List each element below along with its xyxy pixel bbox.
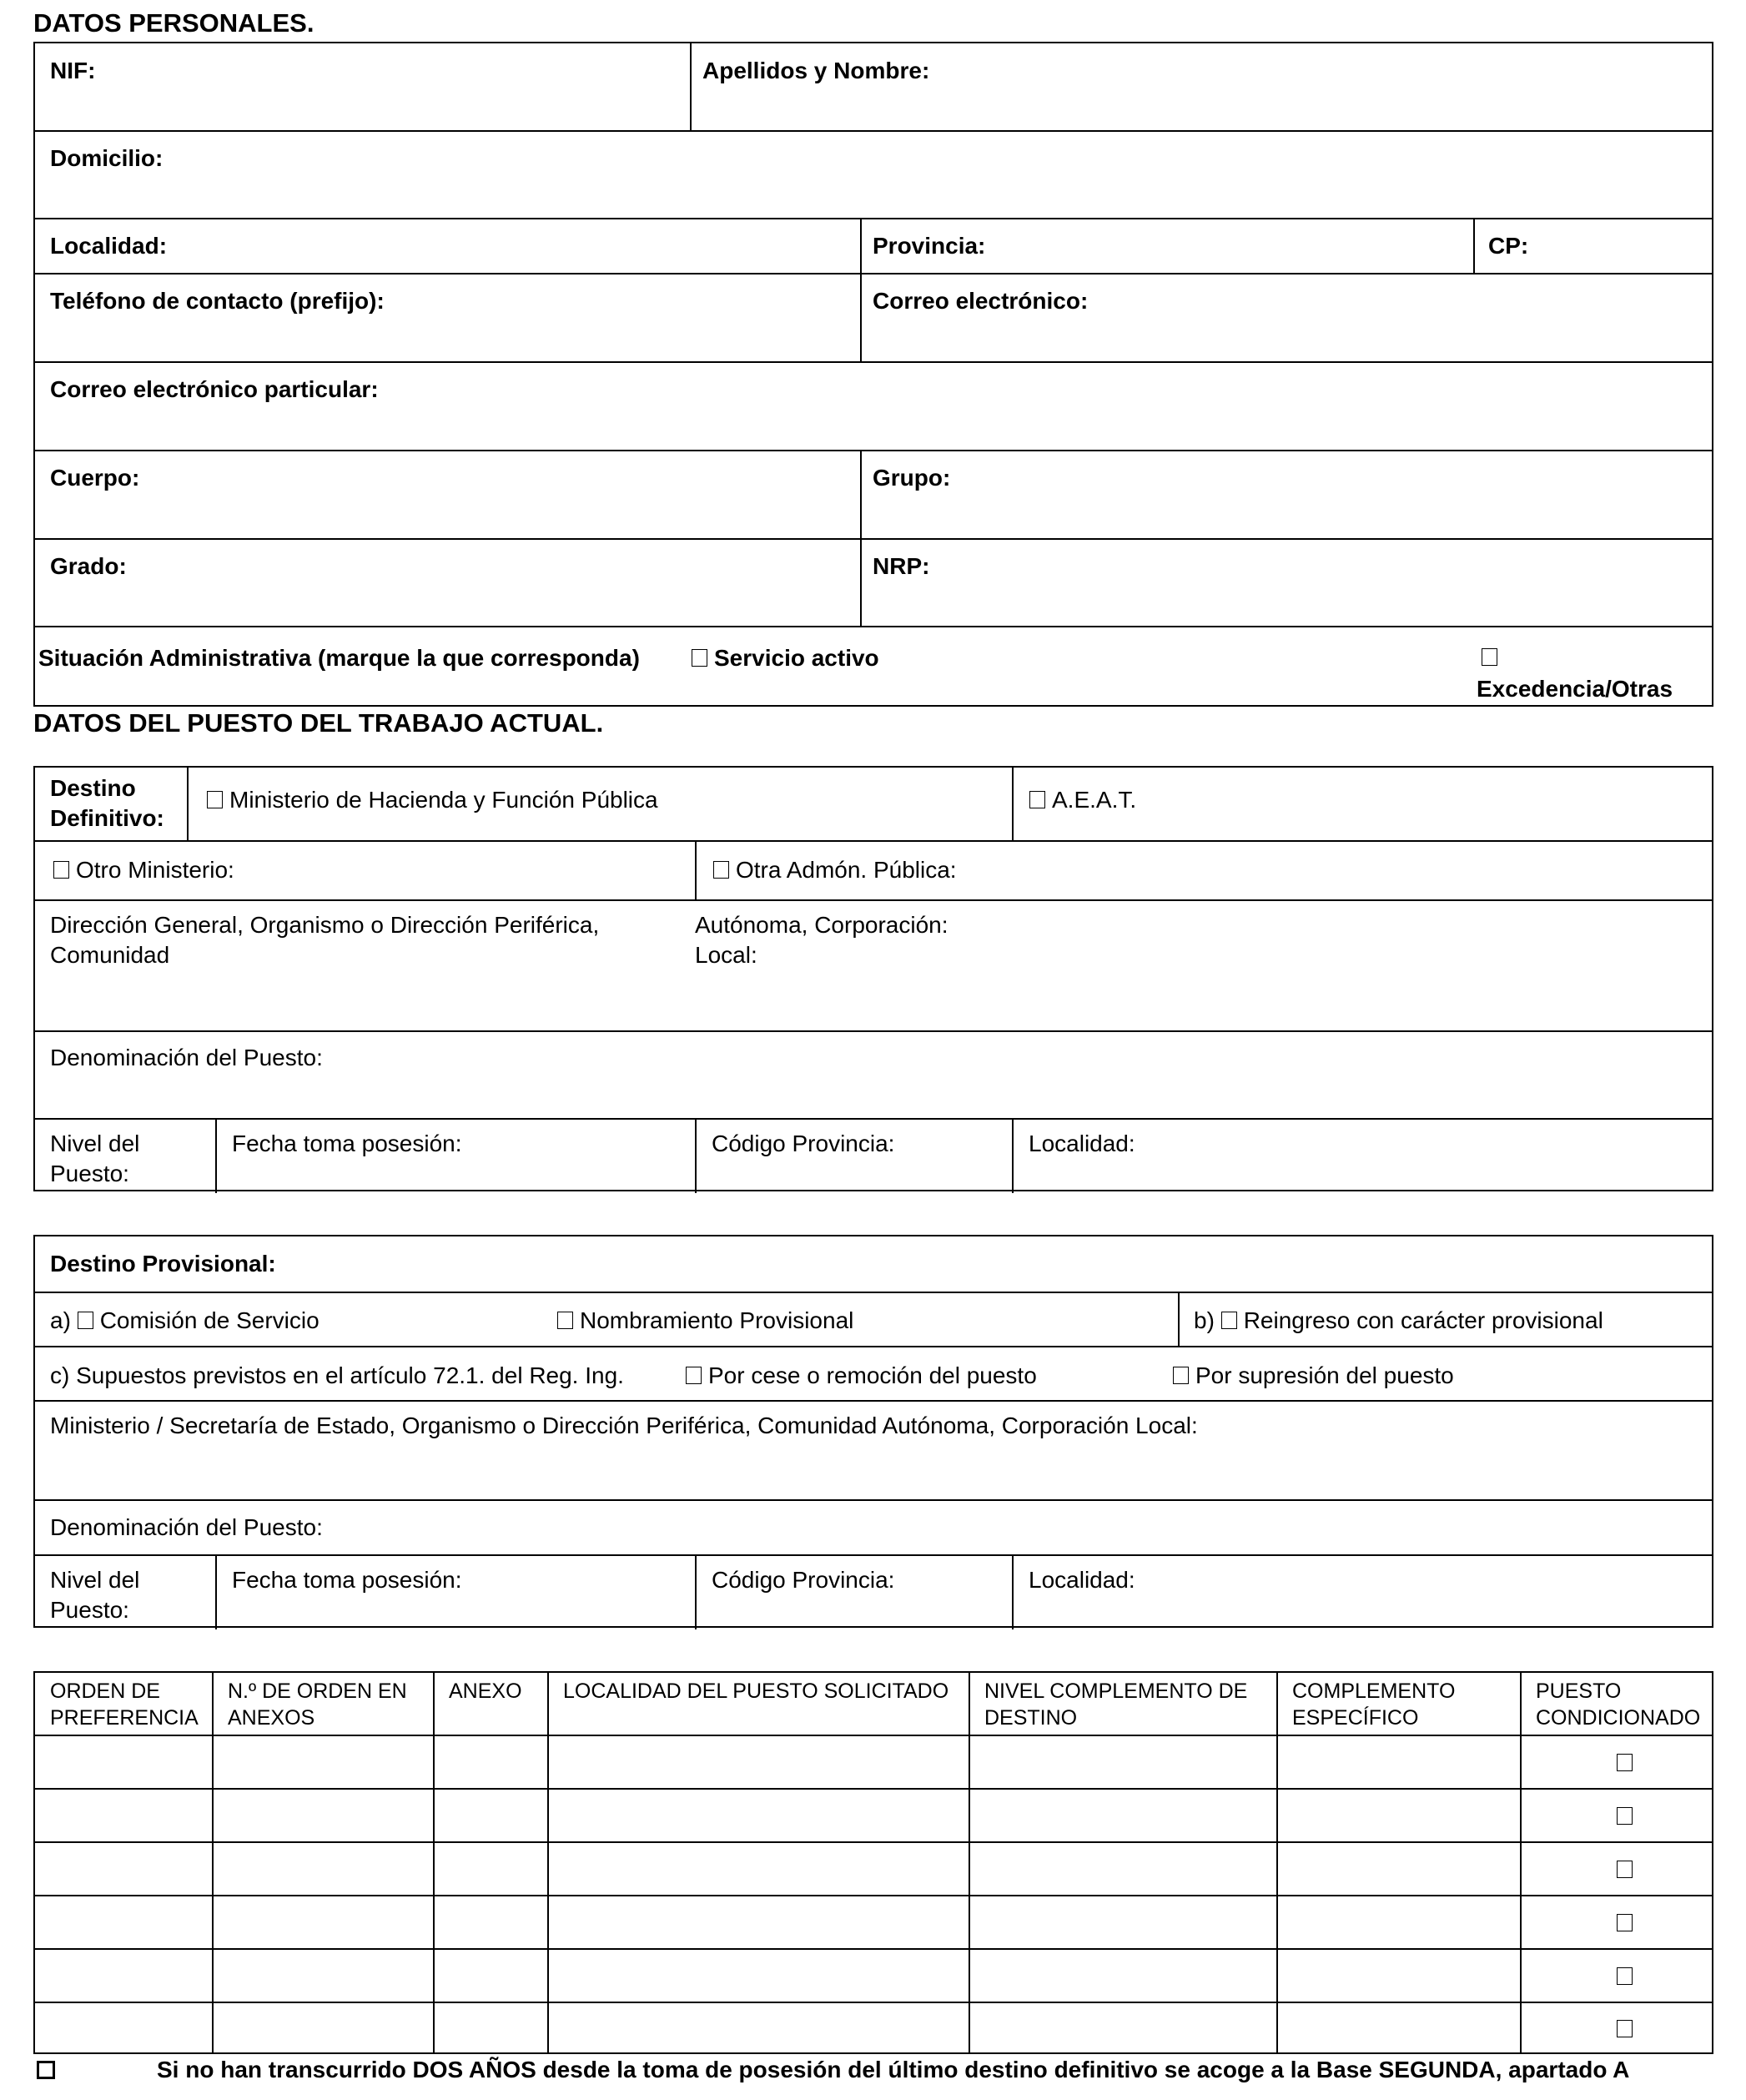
autonoma-label-1: Autónoma, Corporación:	[695, 912, 948, 938]
nrp-label: NRP:	[873, 553, 930, 579]
aeat-checkbox[interactable]	[1029, 791, 1045, 808]
personal-data-table	[33, 42, 1713, 707]
section-title-personal: DATOS PERSONALES.	[33, 8, 314, 38]
header-orden-preferencia: ORDEN DE PREFERENCIA	[50, 1679, 199, 1730]
localidad-label: Localidad:	[50, 233, 168, 259]
excedencia-label: Excedencia/Otras	[1477, 676, 1673, 702]
comision-servicio-checkbox[interactable]	[78, 1312, 93, 1329]
excedencia-checkbox[interactable]	[1482, 648, 1497, 666]
telefono-label: Teléfono de contacto (prefijo):	[50, 288, 385, 314]
cp-label: CP:	[1488, 233, 1529, 259]
nivel-provisional-label-2: Puesto:	[50, 1597, 129, 1623]
nivel-provisional-label-1: Nivel del	[50, 1567, 140, 1593]
header-nivel-complemento: NIVEL COMPLEMENTO DE DESTINO	[984, 1679, 1248, 1730]
codigo-provincia-provisional-label: Código Provincia:	[712, 1567, 895, 1593]
servicio-activo-option[interactable]: Servicio activo	[692, 642, 879, 673]
cuerpo-label: Cuerpo:	[50, 465, 140, 491]
denominacion-provisional-label: Denominación del Puesto:	[50, 1514, 323, 1540]
condicionado-checkbox-row-4[interactable]	[1617, 1914, 1633, 1931]
apellidos-nombre-label: Apellidos y Nombre:	[702, 58, 930, 83]
cese-remocion-checkbox[interactable]	[686, 1367, 702, 1384]
ministerio-hacienda-option[interactable]: Ministerio de Hacienda y Función Pública	[207, 784, 658, 815]
localidad-puesto-label: Localidad:	[1029, 1131, 1135, 1156]
reingreso-provisional-checkbox[interactable]	[1221, 1312, 1237, 1329]
supresion-puesto-checkbox[interactable]	[1173, 1367, 1189, 1384]
base-segunda-text: Si no han transcurrido DOS AÑOS desde la toma de posesión del último destino definitivo se acoge a la Base SEGUNDA, apartado A	[157, 2057, 1630, 2082]
grado-label: Grado:	[50, 553, 127, 579]
destino-provisional-table	[33, 1235, 1713, 1628]
condicionado-checkbox-row-3[interactable]	[1617, 1861, 1633, 1878]
cese-remocion-option[interactable]: Por cese o remoción del puesto	[686, 1360, 1037, 1391]
supresion-puesto-option[interactable]: Por supresión del puesto	[1173, 1360, 1454, 1391]
header-complemento-especifico: COMPLEMENTO ESPECÍFICO	[1292, 1679, 1456, 1730]
header-anexo: ANEXO	[449, 1679, 522, 1703]
header-numero-orden: N.º DE ORDEN EN ANEXOS	[228, 1679, 407, 1730]
otro-ministerio-option[interactable]: Otro Ministerio:	[53, 854, 234, 885]
direccion-label-2: Comunidad	[50, 942, 170, 968]
condicionado-checkbox-row-2[interactable]	[1617, 1807, 1633, 1825]
correo-particular-label: Correo electrónico particular:	[50, 376, 379, 402]
nivel-puesto-label-2: Puesto:	[50, 1161, 129, 1186]
destino-definitivo-label-1: Destino	[50, 775, 136, 801]
fecha-provisional-label: Fecha toma posesión:	[232, 1567, 462, 1593]
provincia-label: Provincia:	[873, 233, 986, 259]
localidad-provisional-label: Localidad:	[1029, 1567, 1135, 1593]
nif-label: NIF:	[50, 58, 96, 83]
direccion-label-1: Dirección General, Organismo o Dirección Periférica,	[50, 912, 600, 938]
nombramiento-provisional-checkbox[interactable]	[557, 1312, 573, 1329]
correo-label: Correo electrónico:	[873, 288, 1089, 314]
puesto-actual-table	[33, 766, 1713, 1191]
reingreso-provisional-option[interactable]: b) Reingreso con carácter provisional	[1194, 1307, 1603, 1333]
comision-servicio-option[interactable]: a) Comisión de Servicio	[50, 1307, 320, 1333]
otra-admon-checkbox[interactable]	[713, 861, 729, 879]
nombramiento-provisional-option[interactable]: Nombramiento Provisional	[557, 1305, 853, 1336]
ministerio-hacienda-checkbox[interactable]	[207, 791, 223, 808]
destino-provisional-title: Destino Provisional:	[50, 1251, 276, 1277]
domicilio-label: Domicilio:	[50, 145, 164, 171]
nivel-puesto-label-1: Nivel del	[50, 1131, 140, 1156]
condicionado-checkbox-row-5[interactable]	[1617, 1967, 1633, 1985]
denominacion-puesto-label: Denominación del Puesto:	[50, 1045, 323, 1070]
puestos-solicitados-table	[33, 1671, 1713, 2054]
header-localidad-puesto: LOCALIDAD DEL PUESTO SOLICITADO	[563, 1679, 949, 1703]
destino-definitivo-label-2: Definitivo:	[50, 805, 164, 831]
supuestos-label: c) Supuestos previstos en el artículo 72.1. del Reg. Ing.	[50, 1362, 624, 1388]
section-title-puesto-actual: DATOS DEL PUESTO DEL TRABAJO ACTUAL.	[33, 708, 604, 738]
ministerio-organismo-label: Ministerio / Secretaría de Estado, Organismo o Dirección Periférica, Comunidad Autónoma, Corporación Local:	[50, 1413, 1198, 1438]
condicionado-checkbox-row-6[interactable]	[1617, 2020, 1633, 2037]
aeat-option[interactable]: A.E.A.T.	[1029, 784, 1136, 815]
base-segunda-checkbox[interactable]	[37, 2061, 55, 2079]
condicionado-checkbox-row-1[interactable]	[1617, 1754, 1633, 1771]
autonoma-label-2: Local:	[695, 942, 757, 968]
codigo-provincia-label: Código Provincia:	[712, 1131, 895, 1156]
grupo-label: Grupo:	[873, 465, 951, 491]
servicio-activo-checkbox[interactable]	[692, 649, 707, 667]
otra-admon-option[interactable]: Otra Admón. Pública:	[713, 854, 957, 885]
otro-ministerio-checkbox[interactable]	[53, 861, 69, 879]
situacion-label: Situación Administrativa (marque la que corresponda)	[38, 645, 640, 671]
header-puesto-condicionado: PUESTO CONDICIONADO	[1536, 1679, 1701, 1730]
fecha-posesion-label: Fecha toma posesión:	[232, 1131, 462, 1156]
